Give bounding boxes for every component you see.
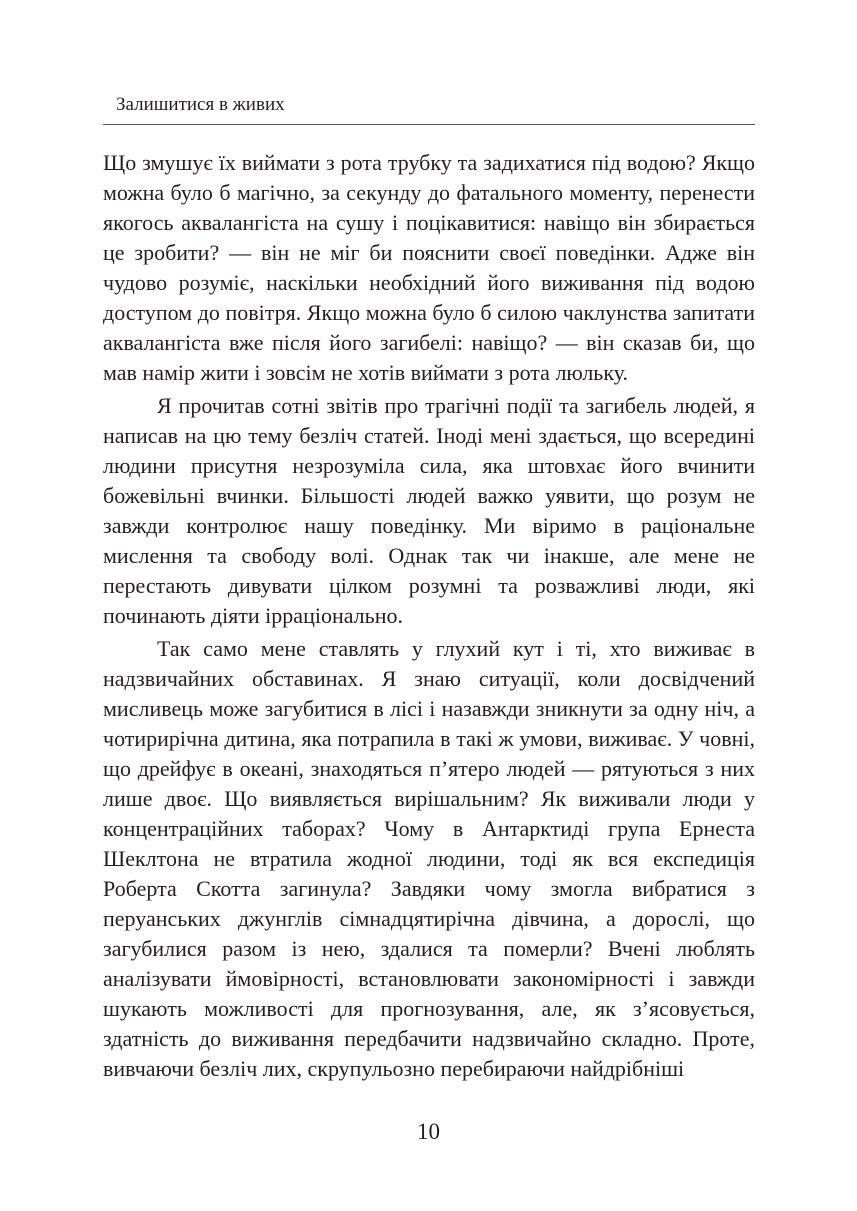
running-header-title: Залишитися в живих: [116, 94, 285, 115]
paragraph-2: Я прочитав сотні звітів про трагічні події та загибель людей, я написав на цю тему безліч статей. Іноді мені здається, що всередині людини присутня незрозуміла сила, яка штовхає його вчинити божевільні вчинки. Більшості людей важко уявити, що розум не завжди контролює нашу поведінку. Ми віримо в раціональне мислення та свободу волі. Однак так чи інакше, але мене не перестають дивувати цілком розумні та розважливі люди, які починають діяти ірраціонально.: [103, 393, 755, 628]
paragraph-1: Що змушує їх виймати з рота трубку та задихатися під водою? Якщо можна було б магічно, за секунду до фатального моменту, перенести якогось аквалангіста на сушу і поцікавитися: навіщо він збирається це зробити? — він не міг би пояснити своєї поведінки. Адже він чудово розуміє, наскільки необхідний його виживання під водою доступом до повітря. Якщо можна було б силою чаклунства запитати аквалангіста вже після його загибелі: навіщо? — він сказав би, що мав намір жити і зовсім не хотів виймати з рота люльку.: [103, 150, 755, 385]
header-rule: [103, 124, 755, 125]
body-text: [103, 148, 755, 1087]
paragraph-3: Так само мене ставлять у глухий кут і ті, хто виживає в надзвичайних обставинах. Я знаю ситуації, коли досвідчений мисливець може загубитися в лісі і назавжди зникнути за одну ніч, а чотирирічна дитина, яка потрапила в такі ж умови, виживає. У човні, що дрейфує в океані, знаходяться п’ятеро людей — рятуються з них лише двоє. Що виявляється вирішальним? Як виживали люди у концентраційних таборах? Чому в Антарктиді група Ернеста Шеклтона не втратила жодної людини, тоді як вся експедиція Роберта Скотта загинула? Завдяки чому змогла вибратися з перуанських джунглів сімнадцятирічна дівчина, а дорослі, що загубилися разом із нею, здалися та померли? Вчені люблять аналізувати ймовірності, встановлювати закономірності і завжди шукають можливості для прогнозування, але, як з’ясовується, здатність до виживання передбачити надзвичайно складно. Проте, вивчаючи безліч лих, скрупульозно перебираючи найдрібніші: [103, 636, 755, 1081]
page-number: 10: [417, 1119, 440, 1144]
